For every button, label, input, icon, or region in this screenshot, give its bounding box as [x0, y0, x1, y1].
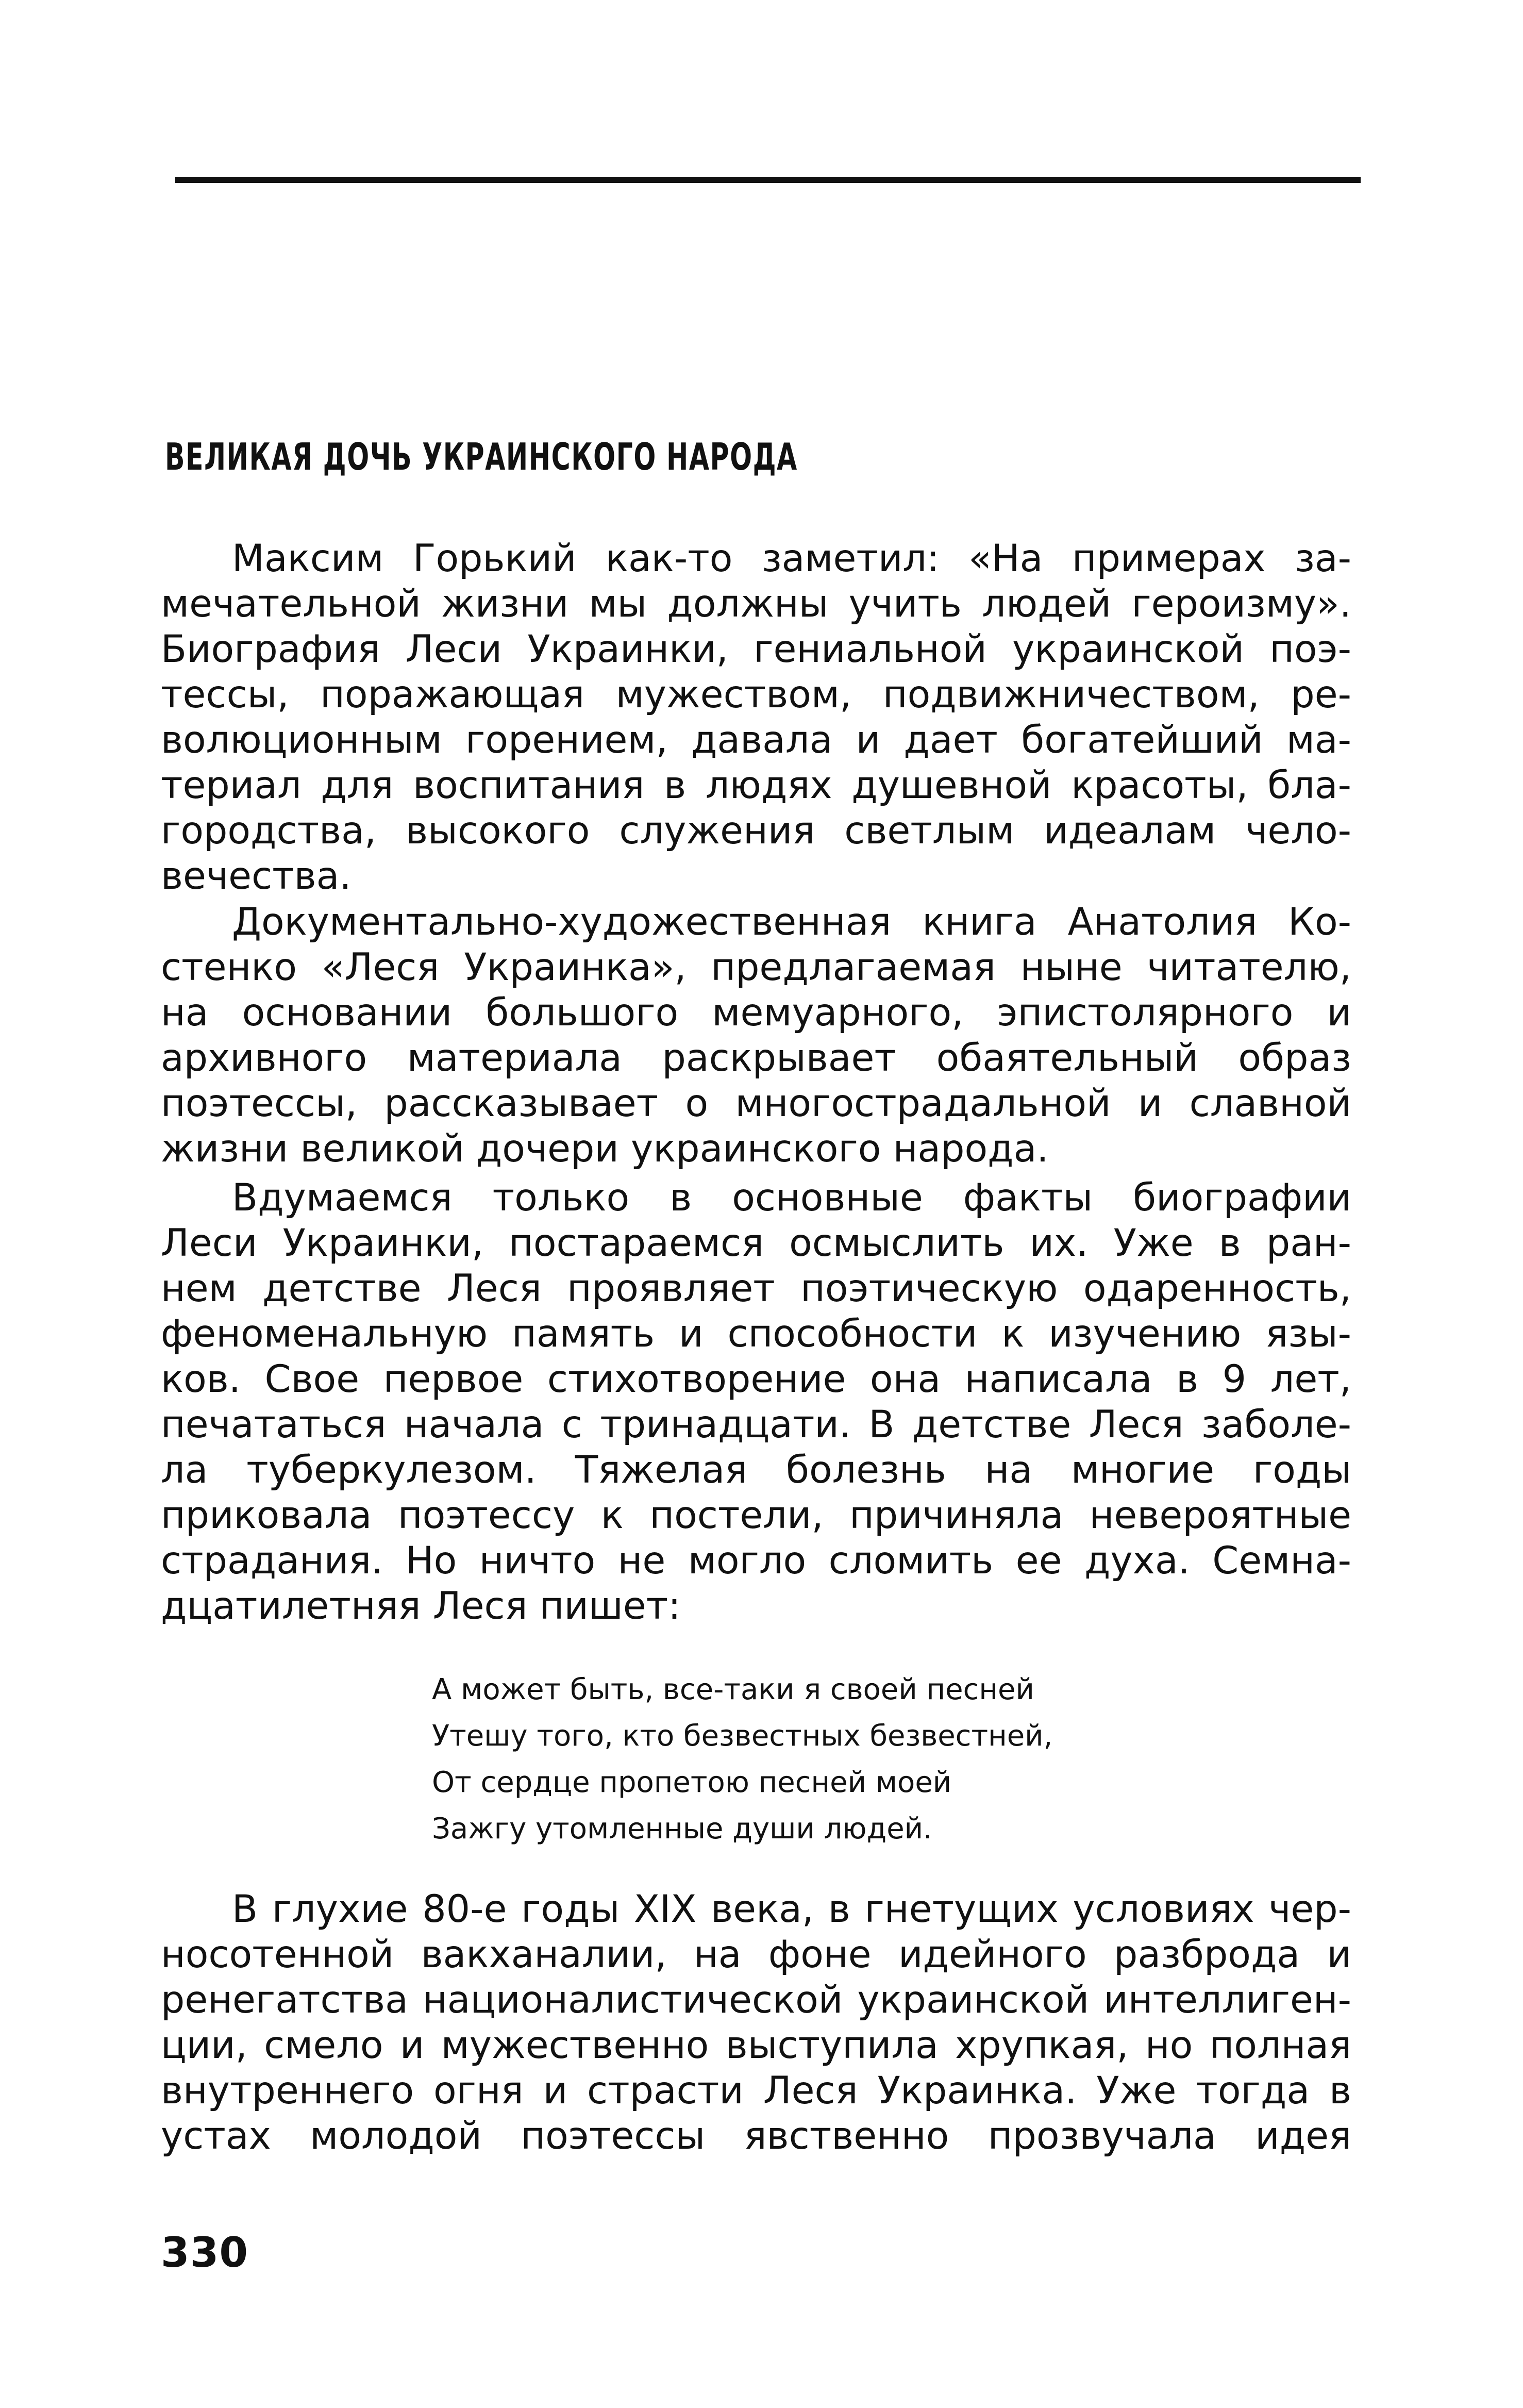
text-line: тессы, поражающая мужеством, подвижничеством, ре-	[161, 673, 1351, 717]
text-line: на основании большого мемуарного, эпистолярного и	[161, 991, 1351, 1035]
text-line: архивного материала раскрывает обаятельный образ	[161, 1036, 1351, 1080]
text-line: Вдумаемся только в основные факты биографии	[232, 1176, 1351, 1220]
text-line: Леси Украинки, постараемся осмыслить их. Уже в ран-	[161, 1221, 1351, 1265]
text-line: волюционным горением, давала и дает богатейший ма-	[161, 718, 1351, 762]
text-line: Биография Леси Украинки, гениальной украинской поэ-	[161, 627, 1351, 671]
text-line: печататься начала с тринадцати. В детстве Леся заболе-	[161, 1403, 1351, 1447]
poem-line: От сердце пропетою песней моей	[432, 1766, 952, 1799]
text-line: жизни великой дочери украинского народа.	[161, 1127, 1049, 1171]
text-line: стенко «Леся Украинка», предлагаемая ныне читателю,	[161, 945, 1351, 989]
text-line: ции, смело и мужественно выступила хрупкая, но полная	[161, 2023, 1351, 2067]
text-line: ренегатства националистической украинской интеллиген-	[161, 1978, 1351, 2022]
text-line: приковала поэтессу к постели, причиняла невероятные	[161, 1493, 1351, 1537]
text-line: устах молодой поэтессы явственно прозвучала идея	[161, 2114, 1351, 2158]
page-number: 330	[161, 2229, 248, 2277]
paragraph-4	[161, 1887, 1351, 2159]
top-rule	[175, 177, 1361, 183]
poem-line: Утешу того, кто безвестных безвестней,	[432, 1719, 1053, 1753]
poem-quote	[432, 1667, 1052, 1852]
poem-line: Зажгу утомленные души людей.	[432, 1812, 932, 1846]
text-line: страдания. Но ничто не могло сломить ее духа. Семна-	[161, 1539, 1351, 1583]
paragraph-1	[161, 536, 1351, 899]
text-line: вечества.	[161, 854, 352, 898]
text-line: ла туберкулезом. Тяжелая болезнь на многие годы	[161, 1448, 1351, 1492]
text-line: городства, высокого служения светлым идеалам чело-	[161, 809, 1351, 853]
text-line: Максим Горький как-то заметил: «На примерах за-	[232, 537, 1351, 580]
text-line: ков. Свое первое стихотворение она написала в 9 лет,	[161, 1357, 1351, 1401]
text-line: нем детстве Леся проявляет поэтическую одаренность,	[161, 1267, 1351, 1310]
text-line: феноменальную память и способности к изучению язы-	[161, 1312, 1351, 1356]
text-line: носотенной вакханалии, на фоне идейного разброда и	[161, 1933, 1351, 1977]
poem-line: А может быть, все-таки я своей песней	[432, 1673, 1034, 1706]
text-line: дцатилетняя Леся пишет:	[161, 1584, 681, 1628]
text-line: В глухие 80-е годы XIX века, в гнетущих условиях чер-	[232, 1887, 1351, 1931]
page-heading: ВЕЛИКАЯ ДОЧЬ УКРАИНСКОГО НАРОДА	[165, 435, 798, 478]
text-line: поэтессы, рассказывает о многострадальной и славной	[161, 1082, 1351, 1125]
text-line: внутреннего огня и страсти Леся Украинка. Уже тогда в	[161, 2069, 1351, 2113]
text-line: мечательной жизни мы должны учить людей героизму».	[161, 582, 1351, 626]
text-line: Документально-художественная книга Анатолия Ко-	[232, 900, 1351, 944]
paragraph-2	[161, 900, 1351, 1172]
paragraph-3	[161, 1175, 1351, 1629]
text-line: териал для воспитания в людях душевной красоты, бла-	[161, 763, 1351, 807]
